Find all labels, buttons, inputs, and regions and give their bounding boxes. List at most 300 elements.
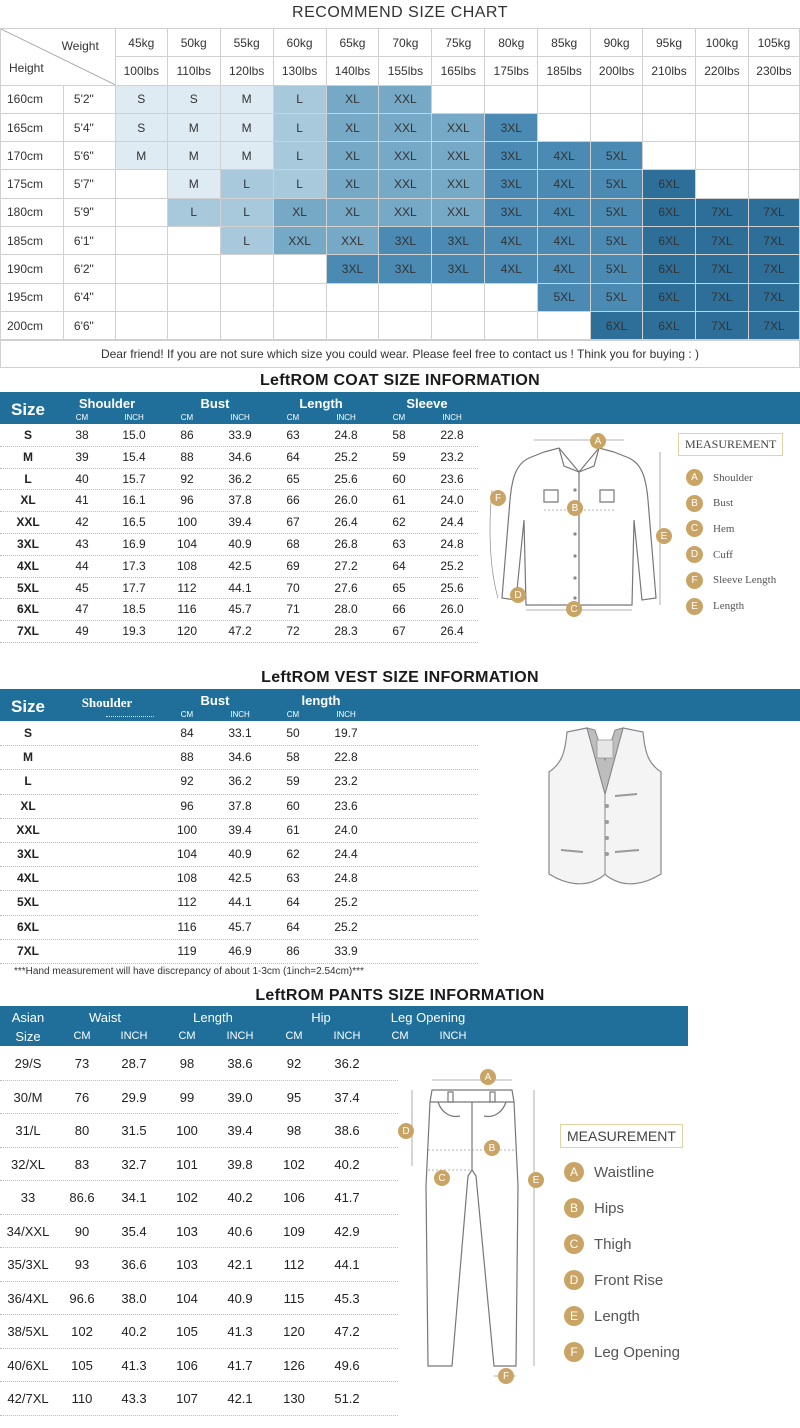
vest-hand-measure-note: ***Hand measurement will have discrepancy of about 1-3cm (1inch=2.54cm)***	[14, 966, 364, 977]
coat-size-row	[0, 534, 478, 556]
pants-legend-badge: A	[564, 1162, 584, 1182]
recommend-size-cell	[326, 283, 379, 311]
coat-size-label: 4XL	[16, 558, 39, 573]
pants-size-row	[0, 1315, 398, 1349]
recommend-size-cell: S	[115, 85, 167, 113]
coat-value: 39	[75, 449, 89, 464]
pants-value: 41.7	[227, 1357, 253, 1373]
pants-value: 102	[283, 1156, 305, 1172]
pants-value: 76	[74, 1089, 90, 1105]
vest-size-row	[0, 867, 478, 891]
vest-size-row	[0, 722, 478, 746]
coat-value: 19.3	[122, 624, 146, 639]
pants-value: 43.3	[121, 1391, 147, 1406]
pants-size-header-1: Asian	[11, 1010, 45, 1025]
vest-value: 64	[286, 919, 300, 934]
recommend-size-cell: 3XL	[485, 113, 538, 141]
recommend-size-cell: 5XL	[591, 170, 643, 198]
vest-value: 34.6	[228, 750, 252, 765]
height-ft: 6'4"	[63, 283, 115, 311]
height-ft: 5'4"	[63, 113, 115, 141]
recommend-size-cell: 5XL	[591, 283, 643, 311]
coat-value: 120	[176, 624, 198, 639]
recommend-size-cell: 4XL	[538, 142, 591, 170]
recommend-row	[1, 311, 800, 339]
coat-value: 58	[392, 428, 406, 442]
vest-value: 46.9	[228, 943, 252, 958]
pants-value: 99	[179, 1089, 195, 1105]
coat-legend-item	[686, 520, 734, 537]
recommend-size-cell: 5XL	[591, 198, 643, 226]
weight-kg-header: 45kg	[115, 29, 167, 57]
coat-value: 63	[286, 428, 300, 442]
weight-lbs-header: 185lbs	[538, 57, 591, 85]
coat-value: 49	[75, 624, 89, 639]
pants-length-header: Length	[193, 1010, 233, 1025]
coat-value: 104	[176, 537, 198, 551]
pants-value: 107	[176, 1391, 198, 1406]
pants-value: 73	[74, 1056, 90, 1071]
recommend-size-cell: 7XL	[695, 311, 748, 339]
coat-cm-label: CM	[392, 413, 406, 422]
vest-size-label: 3XL	[16, 847, 39, 861]
recommend-size-cell: XXL	[432, 198, 485, 226]
pants-legend-title: MEASUREMENT	[560, 1124, 683, 1148]
recommend-size-cell: L	[273, 142, 326, 170]
pants-value: 37.4	[334, 1089, 360, 1105]
pants-value: 86.6	[69, 1190, 95, 1205]
height-cm: 190cm	[1, 255, 64, 283]
weight-lbs-header: 200lbs	[591, 57, 643, 85]
coat-size-label: XXL	[16, 515, 40, 530]
pants-value: 80	[74, 1123, 90, 1138]
recommend-size-cell: XL	[326, 170, 379, 198]
recommend-size-cell: XXL	[326, 227, 379, 255]
recommend-size-cell: 7XL	[748, 283, 799, 311]
vest-value: 108	[176, 871, 198, 886]
recommend-size-cell: L	[220, 170, 273, 198]
vest-size-label: 6XL	[16, 919, 39, 934]
recommend-size-cell: XL	[326, 85, 379, 113]
vest-value: 92	[180, 774, 194, 789]
vest-value: 25.2	[334, 895, 358, 910]
recommend-size-cell	[379, 283, 432, 311]
pants-size-label: 38/5XL	[7, 1324, 49, 1339]
coat-value: 40	[75, 471, 89, 486]
recommend-size-cell: 6XL	[643, 255, 696, 283]
pants-diagram-badge-e: E	[528, 1172, 544, 1188]
vest-value: 39.4	[228, 822, 252, 837]
vest-value: 24.4	[334, 847, 358, 861]
coat-size-label: L	[24, 471, 32, 486]
pants-inch-label: INCH	[333, 1030, 361, 1042]
pants-legend-label: Length	[594, 1307, 640, 1325]
coat-value: 69	[286, 558, 300, 573]
weight-kg-header: 85kg	[538, 29, 591, 57]
coat-diagram-badge-e: E	[656, 528, 672, 544]
weight-lbs-header: 155lbs	[379, 57, 432, 85]
weight-kg-header: 105kg	[748, 29, 799, 57]
height-ft: 6'1"	[63, 227, 115, 255]
coat-diagram-badge-c: C	[566, 601, 582, 617]
height-cm: 160cm	[1, 85, 64, 113]
recommend-size-cell: S	[115, 113, 167, 141]
pants-legend-item	[564, 1270, 663, 1290]
coat-value: 38	[75, 428, 89, 442]
pants-legend-label: Thigh	[594, 1235, 632, 1253]
weight-lbs-header: 210lbs	[643, 57, 696, 85]
coat-value: 66	[392, 602, 406, 617]
coat-value: 15.7	[122, 471, 146, 486]
vest-value: 86	[286, 943, 300, 958]
recommend-size-cell	[220, 283, 273, 311]
recommend-size-cell: M	[167, 113, 220, 141]
coat-value: 63	[392, 537, 406, 551]
coat-value: 26.0	[334, 493, 358, 508]
vest-size-row	[0, 795, 478, 819]
vest-value: 19.7	[334, 726, 358, 740]
coat-value: 37.8	[228, 493, 252, 508]
recommend-size-cell: L	[220, 227, 273, 255]
pants-legend-label: Hips	[594, 1199, 625, 1217]
pants-value: 47.2	[334, 1324, 360, 1339]
pants-value: 98	[286, 1123, 302, 1138]
coat-legend-item	[686, 598, 744, 615]
pants-value: 39.0	[227, 1089, 253, 1105]
vest-value: 23.2	[334, 774, 358, 789]
recommend-size-cell	[748, 85, 799, 113]
recommend-size-cell: 4XL	[485, 227, 538, 255]
recommend-size-cell: 7XL	[748, 255, 799, 283]
coat-value: 26.8	[334, 537, 358, 551]
recommend-size-chart	[0, 0, 800, 368]
coat-legend-label: Cuff	[713, 548, 733, 561]
recommend-size-cell	[115, 311, 167, 339]
coat-legend-badge: C	[686, 520, 703, 537]
height-cm: 180cm	[1, 198, 64, 226]
vest-cm-label: CM	[180, 710, 194, 719]
weight-kg-header: 60kg	[273, 29, 326, 57]
pants-diagram-badge-b: B	[484, 1140, 500, 1156]
coat-diagram-badge-b: B	[567, 500, 583, 516]
recommend-size-cell: 6XL	[591, 311, 643, 339]
coat-size-row	[0, 599, 478, 621]
pants-size-label: 33	[20, 1190, 36, 1205]
coat-value: 24.4	[440, 515, 464, 530]
coat-value: 26.4	[334, 515, 358, 530]
pants-size-label: 36/4XL	[7, 1290, 49, 1306]
vest-value: 100	[176, 822, 198, 837]
vest-size-row	[0, 940, 478, 964]
weight-kg-header: 75kg	[432, 29, 485, 57]
vest-value: 59	[286, 774, 300, 789]
pants-value: 110	[71, 1391, 93, 1406]
pants-inch-label: INCH	[439, 1030, 467, 1042]
coat-value: 24.0	[440, 493, 464, 508]
recommend-row	[1, 255, 800, 283]
weight-lbs-header: 220lbs	[695, 57, 748, 85]
coat-value: 88	[180, 449, 194, 464]
pants-value: 41.3	[121, 1357, 147, 1373]
recommend-row	[1, 170, 800, 198]
coat-legend-title: MEASUREMENT	[678, 433, 783, 456]
pants-inch-label: INCH	[120, 1030, 148, 1042]
vest-size-header: Size	[10, 697, 46, 716]
recommend-size-cell: 3XL	[485, 198, 538, 226]
pants-legend-item	[564, 1198, 624, 1218]
pants-diagram-badge-a: A	[480, 1069, 496, 1085]
recommend-kg-row	[1, 29, 800, 57]
recommend-size-cell	[538, 311, 591, 339]
pants-leg-opening-header: Leg Opening	[390, 1010, 466, 1025]
pants-value: 32.7	[121, 1156, 147, 1172]
coat-value: 43	[75, 537, 89, 551]
pants-value: 105	[176, 1324, 198, 1339]
vest-value: 22.8	[334, 750, 358, 765]
coat-value: 15.0	[122, 428, 146, 442]
vest-inch-label: INCH	[230, 710, 250, 719]
pants-value: 31.5	[121, 1123, 147, 1138]
recommend-size-cell: S	[167, 85, 220, 113]
coat-legend-badge: E	[686, 598, 703, 615]
vest-value: 96	[180, 798, 194, 813]
vest-size-row	[0, 916, 478, 940]
recommend-row	[1, 85, 800, 113]
pants-value: 28.7	[121, 1056, 147, 1071]
coat-size-row	[0, 425, 478, 447]
recommend-size-cell: 3XL	[432, 227, 485, 255]
vest-value: 58	[286, 750, 300, 765]
coat-inch-label: INCH	[124, 413, 144, 422]
coat-value: 27.6	[334, 580, 358, 595]
weight-lbs-header: 100lbs	[115, 57, 167, 85]
coat-inch-label: INCH	[230, 413, 250, 422]
recommend-size-cell	[538, 85, 591, 113]
vest-size-label: M	[23, 750, 33, 765]
coat-value: 45.7	[228, 602, 252, 617]
recommend-table	[0, 28, 800, 340]
vest-value: 61	[286, 822, 300, 837]
pants-value: 109	[283, 1223, 305, 1239]
pants-value: 105	[71, 1357, 93, 1373]
pants-value: 40.2	[334, 1156, 360, 1172]
coat-legend-badge: F	[686, 572, 703, 589]
pants-value: 45.3	[334, 1290, 360, 1306]
recommend-size-cell	[220, 311, 273, 339]
recommend-size-cell: L	[273, 85, 326, 113]
recommend-size-cell: 4XL	[538, 170, 591, 198]
recommend-row	[1, 198, 800, 226]
coat-value: 28.0	[334, 602, 358, 617]
pants-cm-label: CM	[178, 1030, 196, 1042]
pants-size-row	[0, 1081, 398, 1115]
coat-value: 44.1	[228, 580, 252, 595]
weight-lbs-header: 230lbs	[748, 57, 799, 85]
height-ft: 5'6"	[63, 142, 115, 170]
height-cm: 170cm	[1, 142, 64, 170]
recommend-size-cell: XXL	[379, 85, 432, 113]
pants-value: 104	[176, 1290, 198, 1306]
coat-value: 24.8	[440, 537, 464, 551]
recommend-size-cell: 4XL	[485, 255, 538, 283]
recommend-size-cell: XXL	[379, 142, 432, 170]
pants-value: 38.0	[121, 1290, 147, 1306]
recommend-size-cell	[167, 283, 220, 311]
coat-shoulder-header: Shoulder	[78, 396, 136, 411]
vest-value: 88	[180, 750, 194, 765]
recommend-size-cell	[115, 198, 167, 226]
height-ft: 5'2"	[63, 85, 115, 113]
recommend-size-cell	[432, 283, 485, 311]
recommend-size-cell	[643, 85, 696, 113]
weight-lbs-header: 140lbs	[326, 57, 379, 85]
coat-value: 100	[176, 515, 198, 530]
pants-value: 49.6	[334, 1357, 360, 1373]
recommend-size-cell: 7XL	[748, 227, 799, 255]
pants-value: 42.9	[334, 1223, 360, 1239]
weight-kg-header: 80kg	[485, 29, 538, 57]
pants-size-row	[0, 1047, 398, 1081]
height-cm: 165cm	[1, 113, 64, 141]
weight-lbs-header: 120lbs	[220, 57, 273, 85]
height-ft: 5'9"	[63, 198, 115, 226]
coat-size-label: M	[23, 449, 33, 464]
vest-value: 62	[286, 847, 300, 861]
vest-value: 33.9	[334, 943, 358, 958]
recommend-corner	[1, 29, 116, 86]
pants-value: 96.6	[69, 1290, 95, 1306]
vest-size-label: XL	[20, 798, 36, 813]
coat-value: 17.3	[122, 558, 146, 573]
coat-value: 39.4	[228, 515, 252, 530]
coat-measurement-legend	[678, 433, 796, 618]
vest-drawing	[545, 724, 665, 894]
coat-value: 64	[286, 449, 300, 464]
pants-legend-item	[564, 1342, 680, 1362]
coat-value: 92	[180, 471, 194, 486]
vest-header-bar	[0, 689, 800, 721]
coat-value: 60	[392, 471, 406, 486]
coat-bust-header: Bust	[200, 396, 230, 411]
vest-inch-label: INCH	[336, 710, 356, 719]
weight-lbs-header: 165lbs	[432, 57, 485, 85]
recommend-size-cell	[167, 227, 220, 255]
recommend-size-cell: XL	[326, 198, 379, 226]
recommend-size-cell: XXL	[432, 113, 485, 141]
recommend-size-cell	[432, 85, 485, 113]
coat-value: 36.2	[228, 471, 252, 486]
recommend-size-cell: 7XL	[695, 255, 748, 283]
weight-kg-header: 90kg	[591, 29, 643, 57]
recommend-size-cell: XXL	[273, 227, 326, 255]
coat-value: 41	[75, 493, 89, 508]
recommend-size-cell: 5XL	[591, 142, 643, 170]
pants-diagram-badge-d: D	[398, 1123, 414, 1139]
coat-value: 67	[286, 515, 300, 530]
corner-diagonal	[1, 29, 115, 85]
recommend-row	[1, 142, 800, 170]
recommend-size-cell	[485, 311, 538, 339]
pants-value: 102	[71, 1324, 93, 1339]
coat-size-label: 3XL	[16, 537, 39, 551]
recommend-size-cell	[748, 170, 799, 198]
coat-size-label: 5XL	[16, 580, 39, 595]
coat-legend-badge: A	[686, 469, 703, 486]
pants-value: 101	[176, 1156, 198, 1172]
pants-size-header-2: Size	[15, 1029, 41, 1044]
coat-diagram-badge-a: A	[590, 433, 606, 449]
recommend-size-cell	[643, 142, 696, 170]
vest-size-label: S	[23, 726, 32, 740]
pants-cm-label: CM	[73, 1030, 91, 1042]
pants-legend-label: Front Rise	[594, 1271, 664, 1289]
recommend-size-cell	[220, 255, 273, 283]
coat-value: 47.2	[228, 624, 252, 639]
recommend-size-cell	[695, 113, 748, 141]
coat-value: 18.5	[122, 602, 146, 617]
pants-value: 100	[176, 1123, 198, 1138]
recommend-size-cell	[591, 113, 643, 141]
recommend-size-cell: 6XL	[643, 227, 696, 255]
pants-legend-label: Leg Opening	[594, 1343, 680, 1361]
recommend-size-cell	[695, 85, 748, 113]
pants-size-row	[0, 1349, 398, 1383]
coat-value: 25.2	[334, 449, 358, 464]
weight-kg-header: 70kg	[379, 29, 432, 57]
recommend-size-cell: 3XL	[379, 255, 432, 283]
coat-value: 16.9	[122, 537, 146, 551]
pants-value: 42.1	[227, 1391, 253, 1406]
recommend-size-cell: XXL	[379, 113, 432, 141]
coat-value: 96	[180, 493, 194, 508]
coat-value: 24.8	[334, 428, 358, 442]
recommend-size-cell: 4XL	[538, 227, 591, 255]
recommend-size-cell: L	[273, 170, 326, 198]
recommend-size-cell	[273, 311, 326, 339]
weight-lbs-header: 130lbs	[273, 57, 326, 85]
recommend-size-cell	[379, 311, 432, 339]
recommend-size-cell	[748, 142, 799, 170]
pants-value: 130	[283, 1391, 305, 1406]
coat-legend-label: Bust	[713, 497, 734, 510]
height-ft: 6'2"	[63, 255, 115, 283]
pants-value: 51.2	[334, 1391, 360, 1406]
recommend-size-cell	[538, 113, 591, 141]
pants-drawing	[398, 1066, 548, 1392]
coat-legend-item	[686, 495, 733, 512]
recommend-row	[1, 283, 800, 311]
coat-legend-label: Shoulder	[713, 471, 753, 484]
pants-value: 36.6	[121, 1257, 147, 1272]
coat-sleeve-header: Sleeve	[406, 396, 448, 411]
weight-kg-header: 100kg	[695, 29, 748, 57]
pants-value: 115	[283, 1290, 305, 1306]
recommend-size-cell: 7XL	[748, 311, 799, 339]
recommend-lbs-row	[1, 57, 800, 85]
pants-size-row	[0, 1148, 398, 1182]
vest-value: 112	[177, 895, 197, 910]
recommend-size-cell	[326, 311, 379, 339]
vest-diagram	[545, 724, 665, 894]
pants-value: 106	[176, 1357, 198, 1373]
pants-value: 106	[283, 1190, 305, 1205]
vest-value: 50	[286, 726, 300, 740]
coat-value: 66	[286, 493, 300, 508]
coat-size-label: 7XL	[16, 624, 39, 639]
vest-size-label: L	[24, 774, 32, 789]
recommend-size-cell: 7XL	[695, 283, 748, 311]
coat-value: 45	[75, 580, 89, 595]
